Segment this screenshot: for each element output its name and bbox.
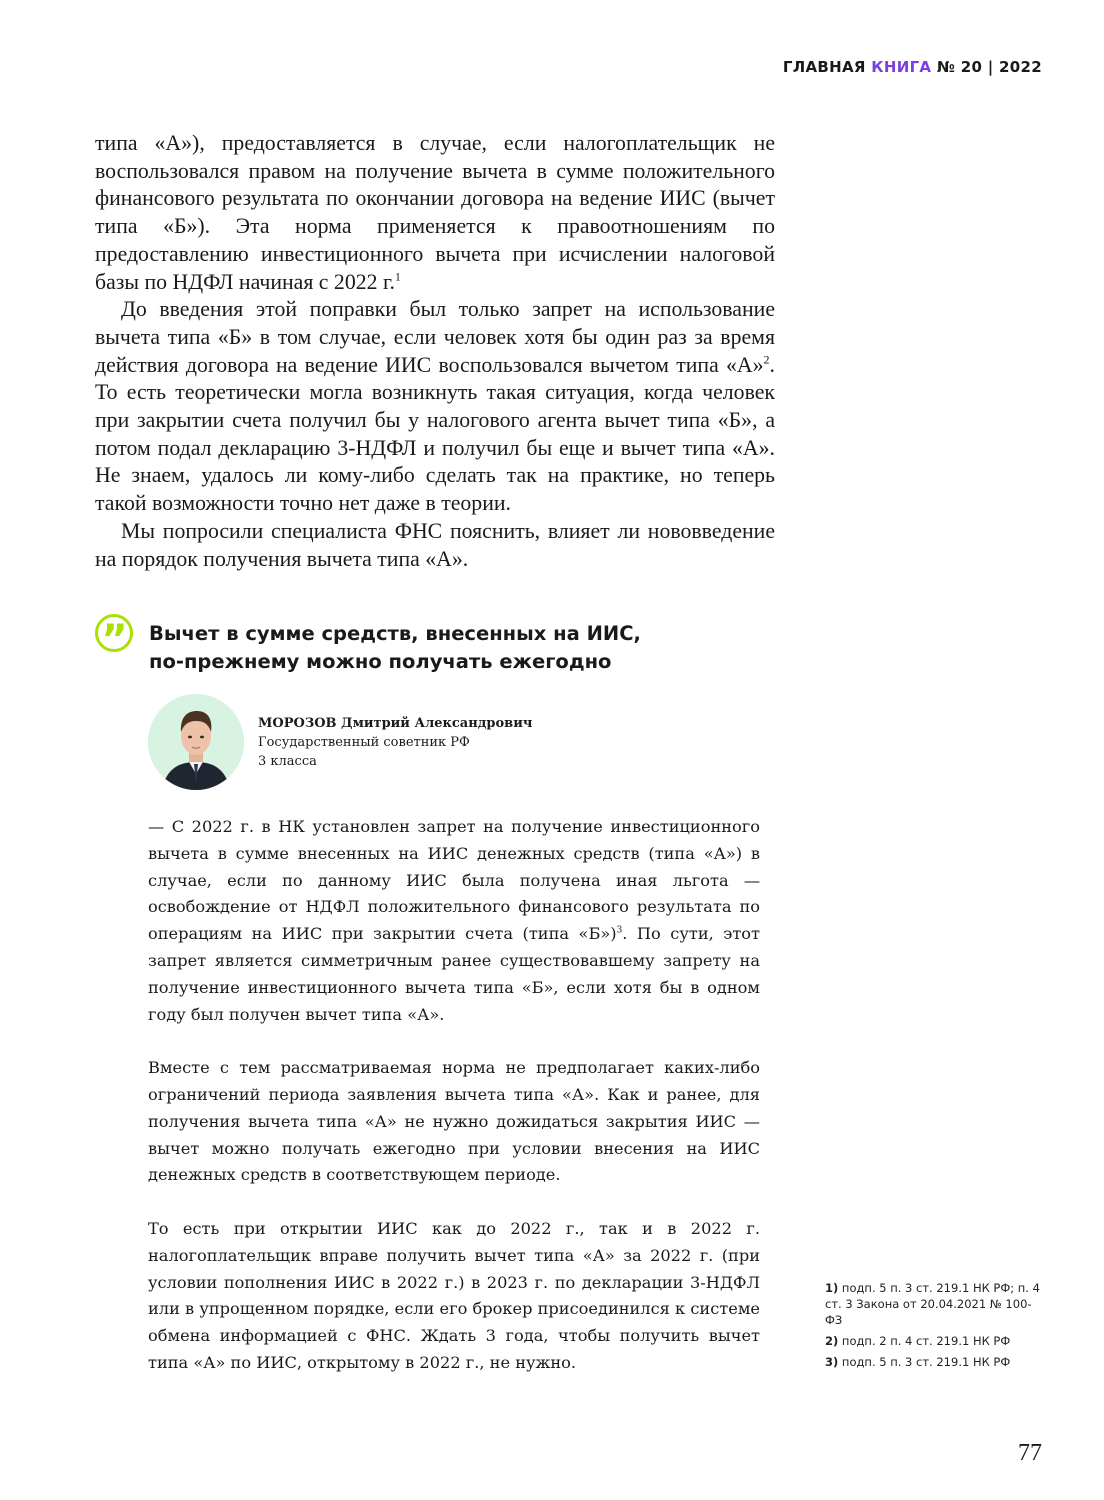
interview-paragraph-2: Вместе с тем рассматриваемая норма не предполагает каких-либо ограничений периода заявления вычета типа «А». Как и ранее, для получения вычета типа «А» не нужно дожидаться закрытия ИИС — вычет можно получать ежегодно при условии внесения на ИИС денежных средств в соответствующем периоде. xyxy=(148,1058,760,1185)
article-paragraph-2: До введения этой поправки был только запрет на использование вычета типа «Б» в том случае, если человек хотя бы один раз за время действия договора на ведение ИИС воспользовался вычетом типа «А»$^2$. То есть теоретически могла возникнуть такая ситуация, когда человек при закрытии счета получил бы у налогового агента вычет типа «Б», а потом подал декларацию 3-НДФЛ и получил бы еще и вычет типа «А». Не знаем, удалось ли кому-либо сделать так на практике, но теперь такой возможности точно нет даже в теории. xyxy=(95,297,775,516)
interview-body xyxy=(148,814,760,1404)
expert-info xyxy=(258,714,658,771)
article-body xyxy=(95,130,775,573)
page-number: 77 xyxy=(1018,1440,1042,1466)
footnote-ref-3: 3 xyxy=(616,925,623,936)
quote-title xyxy=(149,620,749,676)
magazine-title-accent: КНИГА xyxy=(871,58,932,76)
article-paragraph-1: типа «А»), предоставляется в случае, если налогоплательщик не воспользовался правом на получение вычета в сумме положительного финансового результата по окончании договора на ведение ИИС (вычет типа «Б»). Эта норма применяется к правоотношениям по предоставлению инвестиционного вычета при исчислении налоговой базы по НДФЛ начиная с 2022 г.$^1$ xyxy=(95,131,775,294)
article-paragraph-3: Мы попросили специалиста ФНС пояснить, влияет ли нововведение на порядок получения вычета типа «А». xyxy=(95,518,775,571)
magazine-header xyxy=(783,58,1042,76)
expert-name: МОРОЗОВ Дмитрий Александрович xyxy=(258,716,533,731)
issue-number: № 20 | 2022 xyxy=(936,58,1042,76)
expert-position-line-1: Государственный советник РФ xyxy=(258,735,470,750)
magazine-title-main: ГЛАВНАЯ xyxy=(782,58,866,76)
interview-paragraph-3: То есть при открытии ИИС как до 2022 г., так и в 2022 г. налогоплательщик вправе получить вычет типа «А» за 2022 г. (при условии пополнения ИИС в 2022 г.) в 2023 г. по декларации 3-НДФЛ или в упрощенном порядке, если его брокер присоединился к системе обмена информацией с ФНС. Ждать 3 года, чтобы получить вычет типа «А» по ИИС, открытому в 2022 г., не нужно. xyxy=(148,1218,760,1372)
footnote-ref-1: 1 xyxy=(394,269,401,284)
expert-avatar xyxy=(148,694,244,790)
footnote-3: 3) подп. 5 п. 3 ст. 219.1 НК РФ xyxy=(825,1355,1011,1369)
footnote-ref-2: 2 xyxy=(763,352,770,367)
quote-title-line-2: по-прежнему можно получать ежегодно xyxy=(149,650,612,673)
footnotes xyxy=(825,1280,1045,1375)
quote-mark-icon: ” xyxy=(95,614,133,652)
expert-position-line-2: 3 класса xyxy=(258,754,317,769)
footnote-1: 1) подп. 5 п. 3 ст. 219.1 НК РФ; п. 4 ст. 3 Закона от 20.04.2021 № 100-ФЗ xyxy=(825,1281,1040,1327)
footnote-2: 2) подп. 2 п. 4 ст. 219.1 НК РФ xyxy=(825,1334,1011,1348)
expert-portrait-icon xyxy=(148,694,244,790)
interview-paragraph-1: — С 2022 г. в НК установлен запрет на получение инвестиционного вычета в сумме внесенных на ИИС денежных средств (типа «А») в случае, если по данному ИИС была получена иная льгота — освобождение от НДФЛ положительного финансового результата по операциям на ИИС при закрытии счета (типа «Б»)$^3$. По сути, этот запрет является симметричным ранее существовавшему запрету на получение инвестиционного вычета типа «Б», если хотя бы в одном году был получен вычет типа «А». xyxy=(148,817,760,1024)
quote-title-line-1: Вычет в сумме средств, внесенных на ИИС, xyxy=(149,622,641,645)
